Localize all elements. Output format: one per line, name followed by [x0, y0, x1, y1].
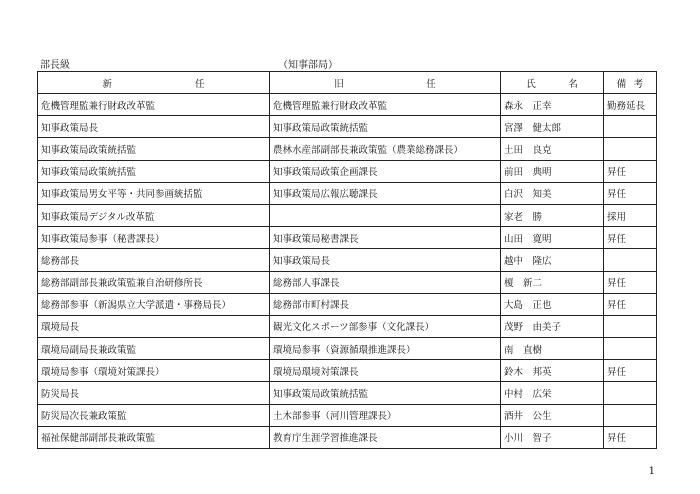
table-row [38, 116, 657, 138]
cell-old-post: 知事政策局政策企画課長 [270, 160, 501, 182]
cell-remarks [604, 382, 657, 404]
table-row [38, 360, 657, 382]
cell-old-post: 危機管理監兼行財政改革監 [270, 94, 501, 116]
cell-old-post: 知事政策局長 [270, 249, 501, 271]
cell-new-post: 知事政策局男女平等・共同参画統括監 [38, 182, 270, 204]
cell-remarks: 昇任 [604, 227, 657, 249]
table-row [38, 426, 657, 448]
cell-name: 森永 正幸 [501, 94, 604, 116]
cell-new-post: 環境局長 [38, 315, 270, 337]
table-row [38, 404, 657, 426]
cell-new-post: 防災局長 [38, 382, 270, 404]
cell-old-post: 知事政策局政策統括監 [270, 116, 501, 138]
cell-remarks [604, 315, 657, 337]
page-number: 1 [648, 466, 655, 477]
table-row [38, 94, 657, 116]
table-row [38, 338, 657, 360]
cell-remarks: 昇任 [604, 293, 657, 315]
cell-new-post: 総務部長 [38, 249, 270, 271]
cell-new-post: 知事政策局長 [38, 116, 270, 138]
cell-new-post: 知事政策局参事（秘書課長） [38, 227, 270, 249]
cell-name: 鈴木 邦英 [501, 360, 604, 382]
cell-name: 小川 智子 [501, 426, 604, 448]
cell-old-post: 土木部参事（河川管理課長） [270, 404, 501, 426]
cell-name: 大島 正也 [501, 293, 604, 315]
cell-name: 前田 典明 [501, 160, 604, 182]
table-row [38, 249, 657, 271]
cell-old-post: 知事政策局政策統括監 [270, 382, 501, 404]
header-new-post: 新 任 [38, 72, 270, 94]
table-row [38, 182, 657, 204]
header-old-post: 旧 任 [270, 72, 501, 94]
cell-old-post: 知事政策局広報広聴課長 [270, 182, 501, 204]
table-row [38, 138, 657, 160]
cell-old-post: 教育庁生涯学習推進課長 [270, 426, 501, 448]
cell-new-post: 福祉保健部副部長兼政策監 [38, 426, 270, 448]
cell-new-post: 総務部参事（新潟県立大学派遣・事務局長） [38, 293, 270, 315]
header-name: 氏 名 [501, 72, 604, 94]
cell-remarks: 昇任 [604, 360, 657, 382]
table-row [38, 293, 657, 315]
cell-name: 酒井 公生 [501, 404, 604, 426]
cell-old-post: 観光文化スポーツ部参事（文化課長） [270, 315, 501, 337]
cell-name: 南 直樹 [501, 338, 604, 360]
cell-old-post: 環境局参事（資源循環推進課長） [270, 338, 501, 360]
header-remarks: 備 考 [604, 72, 657, 94]
cell-remarks [604, 404, 657, 426]
cell-name: 中村 広栄 [501, 382, 604, 404]
cell-new-post: 総務部副部長兼政策監兼自治研修所長 [38, 271, 270, 293]
cell-new-post: 環境局副局長兼政策監 [38, 338, 270, 360]
cell-remarks: 昇任 [604, 160, 657, 182]
cell-name: 宮澤 健太郎 [501, 116, 604, 138]
cell-name: 家老 勝 [501, 204, 604, 226]
rank-caption: 部長級 [40, 60, 70, 71]
cell-name: 茂野 由美子 [501, 315, 604, 337]
cell-remarks [604, 116, 657, 138]
cell-name: 榎 新二 [501, 271, 604, 293]
cell-remarks [604, 338, 657, 360]
table-header-row [38, 72, 657, 94]
cell-remarks [604, 138, 657, 160]
cell-new-post: 防災局次長兼政策監 [38, 404, 270, 426]
cell-remarks: 昇任 [604, 182, 657, 204]
cell-old-post: 総務部人事課長 [270, 271, 501, 293]
personnel-table [37, 71, 657, 449]
table-row [38, 271, 657, 293]
cell-old-post: 総務部市町村課長 [270, 293, 501, 315]
cell-name: 土田 良克 [501, 138, 604, 160]
table-row [38, 227, 657, 249]
table-row [38, 204, 657, 226]
cell-new-post: 知事政策局デジタル改革監 [38, 204, 270, 226]
cell-remarks [604, 249, 657, 271]
cell-new-post: 知事政策局政策統括監 [38, 138, 270, 160]
cell-remarks: 昇任 [604, 271, 657, 293]
cell-old-post: 農林水産部副部長兼政策監（農業総務課長） [270, 138, 501, 160]
table-row [38, 160, 657, 182]
cell-new-post: 危機管理監兼行財政改革監 [38, 94, 270, 116]
cell-remarks: 昇任 [604, 426, 657, 448]
cell-old-post [270, 204, 501, 226]
cell-old-post: 環境局環境対策課長 [270, 360, 501, 382]
table-row [38, 315, 657, 337]
cell-name: 越中 隆広 [501, 249, 604, 271]
table-row [38, 382, 657, 404]
cell-remarks: 採用 [604, 204, 657, 226]
department-caption: （知事部局） [278, 60, 338, 71]
cell-old-post: 知事政策局秘書課長 [270, 227, 501, 249]
cell-remarks: 勤務延長 [604, 94, 657, 116]
cell-name: 山田 寛明 [501, 227, 604, 249]
cell-name: 白沢 知美 [501, 182, 604, 204]
cell-new-post: 知事政策局政策統括監 [38, 160, 270, 182]
cell-new-post: 環境局参事（環境対策課長） [38, 360, 270, 382]
